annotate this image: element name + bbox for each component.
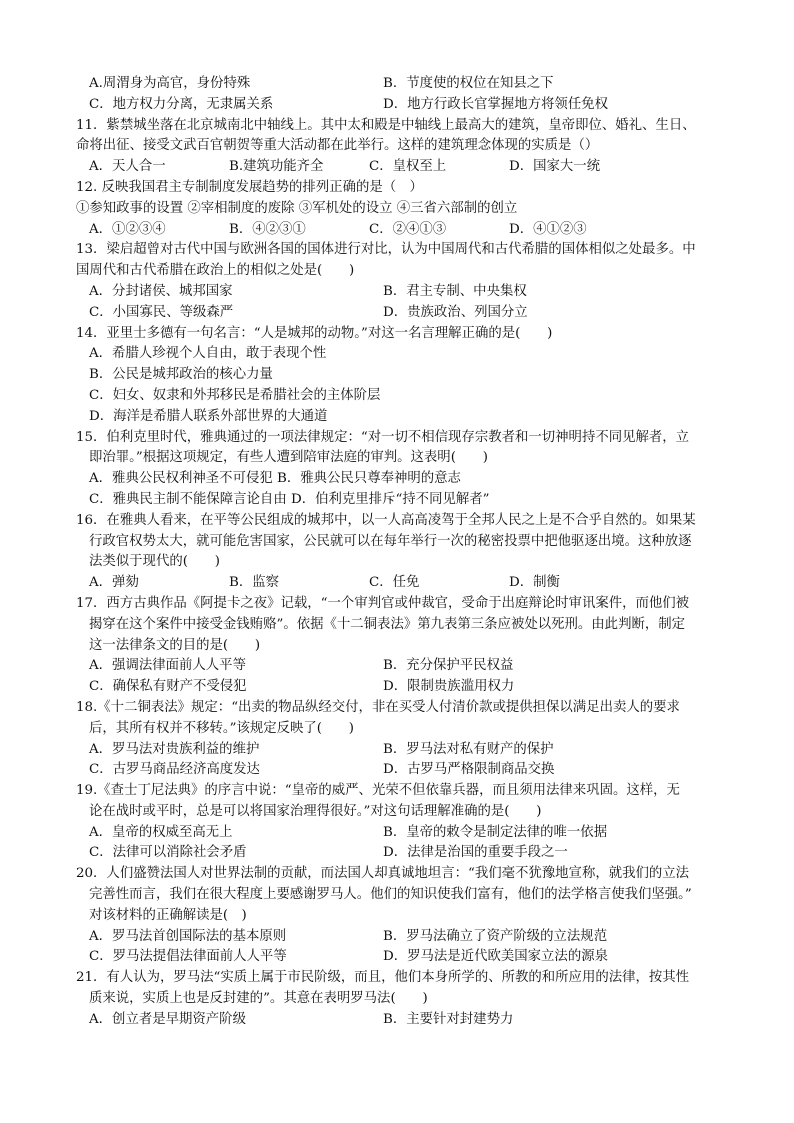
- q11-options: [76, 157, 730, 178]
- q13-option-b[interactable]: B．君主专制、中央集权: [383, 283, 527, 299]
- question-19: [76, 781, 730, 864]
- q19-stem-line-2: 论在战时或平时，总是可以将国家治理得很好。”对这句话理解准确的是( ): [89, 803, 542, 819]
- question-12: [76, 178, 730, 240]
- q18-option-a[interactable]: A．罗马法对贵族利益的维护: [89, 741, 260, 757]
- q10-option-b[interactable]: B．节度使的权位在知县之下: [383, 76, 554, 91]
- q10-options-row-1: [76, 74, 730, 95]
- q15-stem-line-2: 即治罪。”根据这项规定，有些人遭到陪审法庭的审判。这表明( ): [89, 450, 488, 466]
- q16-option-d[interactable]: D．制衡: [509, 575, 560, 591]
- q17-options-row-1: [76, 656, 730, 677]
- q15-options-cd[interactable]: C．雅典民主制不能保障言论自由 D．伯利克里排斥“持不同见解者”: [89, 491, 490, 507]
- q16-stem-line-1: 16．在雅典人看来，在平等公民组成的城邦中，以一人高高凌驾于全邦人民之上是不合乎自然的。如果某: [76, 512, 696, 528]
- q10-options-row-2: [76, 95, 730, 116]
- q13-options-row-1: [76, 282, 730, 303]
- question-16: [76, 511, 730, 594]
- q20-stem-line-1: 20．人们盛赞法国人对世界法制的贡献，而法国人却真诚地坦言：“我们毫不犹豫地宣称，就我们的立法: [76, 866, 690, 882]
- q13-stem-line-2: 国周代和古代希腊在政治上的相似之处是( ): [76, 263, 355, 279]
- q18-option-d[interactable]: D．古罗马严格限制商品交换: [383, 762, 555, 778]
- q20-option-c[interactable]: C．罗马法提倡法律面前人人平等: [89, 949, 287, 965]
- q13-stem-line-1: 13．梁启超曾对古代中国与欧洲各国的国体进行对比，认为中国周代和古代希腊的国体相似之处最多。中: [76, 242, 696, 258]
- q18-option-c[interactable]: C．古罗马商品经济高度发达: [89, 762, 260, 778]
- q10-option-d[interactable]: D．地方行政长官掌握地方将领任免权: [383, 96, 608, 112]
- q14-option-c[interactable]: C．妇女、奴隶和外邦移民是希腊社会的主体阶层: [89, 387, 381, 403]
- q18-stem-line-2: 后，其所有权并不移转。”该规定反映了( ): [89, 720, 355, 736]
- q21-options-row-1: [76, 1010, 730, 1031]
- q20-stem-line-3: 对该材料的正确解读是( ): [89, 907, 247, 923]
- q20-options-row-2: [76, 947, 730, 968]
- q17-option-d[interactable]: D．限制贵族滥用权力: [383, 679, 515, 695]
- question-11: [76, 116, 730, 178]
- q18-stem-line-1: 18.《十二铜表法》规定：“出卖的物品纵经交付，非在买受人付清价款或提供担保以满足出卖人的要求: [76, 699, 680, 715]
- q16-option-c[interactable]: C．任免: [369, 575, 420, 591]
- q19-option-d[interactable]: D．法律是治国的重要手段之一: [383, 845, 568, 861]
- q20-option-d[interactable]: D．罗马法是近代欧美国家立法的源泉: [383, 949, 608, 965]
- q15-options-ab[interactable]: A．雅典公民权利神圣不可侵犯 B．雅典公民只尊奉神明的意志: [89, 471, 461, 487]
- q17-options-row-2: [76, 677, 730, 698]
- q21-option-a[interactable]: A．创立者是早期资产阶级: [89, 1011, 246, 1027]
- q13-option-a[interactable]: A．分封诸侯、城邦国家: [89, 283, 233, 299]
- q12-stem-line-1: 12. 反映我国君主专制制度发展趋势的排列正确的是（ ）: [76, 179, 423, 195]
- q12-option-d[interactable]: D．④①②③: [509, 221, 587, 237]
- q14-option-a[interactable]: A．希腊人珍视个人自由，敢于表现个性: [89, 346, 327, 362]
- question-17: [76, 594, 730, 698]
- q12-option-a[interactable]: A．①②③④: [89, 221, 166, 237]
- q20-option-b[interactable]: B．罗马法确立了资产阶级的立法规范: [383, 928, 608, 944]
- q13-options-row-2: [76, 303, 730, 324]
- q16-stem-line-2: 行政官权势太大，就可能危害国家，公民就可以在每年举行一次的秘密投票中把他驱逐出境。这种放逐: [89, 533, 692, 549]
- exam-page: [76, 74, 730, 1031]
- q11-option-c[interactable]: C．皇权至上: [369, 159, 447, 175]
- q19-options-row-1: [76, 823, 730, 844]
- q19-option-c[interactable]: C．法律可以消除社会矛盾: [89, 845, 247, 861]
- q19-option-a[interactable]: A．皇帝的权威至高无上: [89, 824, 233, 840]
- q14-option-d[interactable]: D．海洋是希腊人联系外部世界的大通道: [89, 408, 328, 424]
- q12-stem-line-2: ①参知政事的设置 ②宰相制度的废除 ③军机处的设立 ④三省六部制的创立: [76, 200, 518, 216]
- q17-option-a[interactable]: A．强调法律面前人人平等: [89, 658, 246, 674]
- q15-stem-line-1: 15．伯利克里时代，雅典通过的一项法律规定：“对一切不相信现存宗教者和一切神明持不同见解者，立: [76, 429, 690, 445]
- q17-stem-line-2: 揭穿在这个案件中接受金钱贿赂”。依据《十二铜表法》第九表第三条应被处以死刑。由此判断，制定: [89, 616, 686, 632]
- q21-option-b[interactable]: B．主要针对封建势力: [383, 1011, 514, 1027]
- q16-option-a[interactable]: A．弹劾: [89, 575, 139, 591]
- q18-options-row-2: [76, 760, 730, 781]
- q18-option-b[interactable]: B．罗马法对私有财产的保护: [383, 741, 554, 757]
- question-21: [76, 968, 730, 1030]
- question-20: [76, 864, 730, 968]
- q14-option-b[interactable]: B．公民是城邦政治的核心力量: [89, 367, 273, 383]
- q11-option-a[interactable]: A．天人合一: [89, 159, 166, 175]
- q10-option-a[interactable]: A.周渭身为高官，身份特殊: [89, 76, 251, 91]
- q12-options: [76, 220, 730, 241]
- q14-stem-line-1: 14．亚里士多德有一句名言：“人是城邦的动物。”对这一名言理解正确的是( ): [76, 325, 553, 341]
- q11-option-d[interactable]: D．国家大一统: [509, 159, 601, 175]
- q16-options: [76, 573, 730, 594]
- question-14: [76, 324, 730, 428]
- q19-stem-line-1: 19.《查士丁尼法典》的序言中说：“皇帝的威严、光荣不但依靠兵器，而且须用法律来巩固。这样，无: [76, 783, 680, 799]
- q17-stem-line-1: 17．西方古典作品《阿提卡之夜》记载，“一个审判官或仲裁官，受命于出庭辩论时审讯案件，而他们被: [76, 595, 690, 611]
- question-13: [76, 240, 730, 323]
- q16-stem-line-3: 法类似于现代的( ): [89, 554, 220, 570]
- q12-option-b[interactable]: B．④②③①: [229, 221, 306, 237]
- q16-option-b[interactable]: B．监察: [229, 575, 280, 591]
- q11-stem-line-2: 命将出征、接受文武百官朝贺等重大活动都在此举行。这样的建筑理念体现的实质是（）: [76, 138, 599, 154]
- q11-stem-line-1: 11．紫禁城坐落在北京城南北中轴线上。其中太和殿是中轴线上最高大的建筑，皇帝即位、婚礼、生日、: [76, 117, 696, 133]
- q17-option-b[interactable]: B．充分保护平民权益: [383, 658, 514, 674]
- q20-stem-line-2: 完善性而言，我们在很大程度上要感谢罗马人。他们的知识使我们富有，他们的法学格言使我们坚强。”: [89, 887, 692, 903]
- question-15: [76, 428, 730, 511]
- q12-option-c[interactable]: C．②④①③: [369, 221, 447, 237]
- q13-option-c[interactable]: C．小国寡民、等级森严: [89, 304, 234, 320]
- q19-option-b[interactable]: B．皇帝的敕令是制定法律的唯一依据: [383, 824, 608, 840]
- q21-stem-line-2: 质来说，实质上也是反封建的”。其意在表明罗马法( ): [89, 991, 428, 1007]
- q17-stem-line-3: 这一法律条文的目的是( ): [89, 637, 261, 653]
- q10-option-c[interactable]: C．地方权力分离，无隶属关系: [89, 96, 274, 112]
- q17-option-c[interactable]: C．确保私有财产不受侵犯: [89, 679, 247, 695]
- q20-options-row-1: [76, 927, 730, 948]
- q21-stem-line-1: 21．有人认为，罗马法“实质上属于市民阶级，而且，他们本身所学的、所教的和所应用的法律，按其性: [76, 970, 690, 986]
- q18-options-row-1: [76, 740, 730, 761]
- q20-option-a[interactable]: A．罗马法首创国际法的基本原则: [89, 928, 287, 944]
- q11-option-b[interactable]: B.建筑功能齐全: [229, 159, 324, 175]
- q13-option-d[interactable]: D．贵族政治、列国分立: [383, 304, 528, 320]
- question-18: [76, 698, 730, 781]
- q19-options-row-2: [76, 843, 730, 864]
